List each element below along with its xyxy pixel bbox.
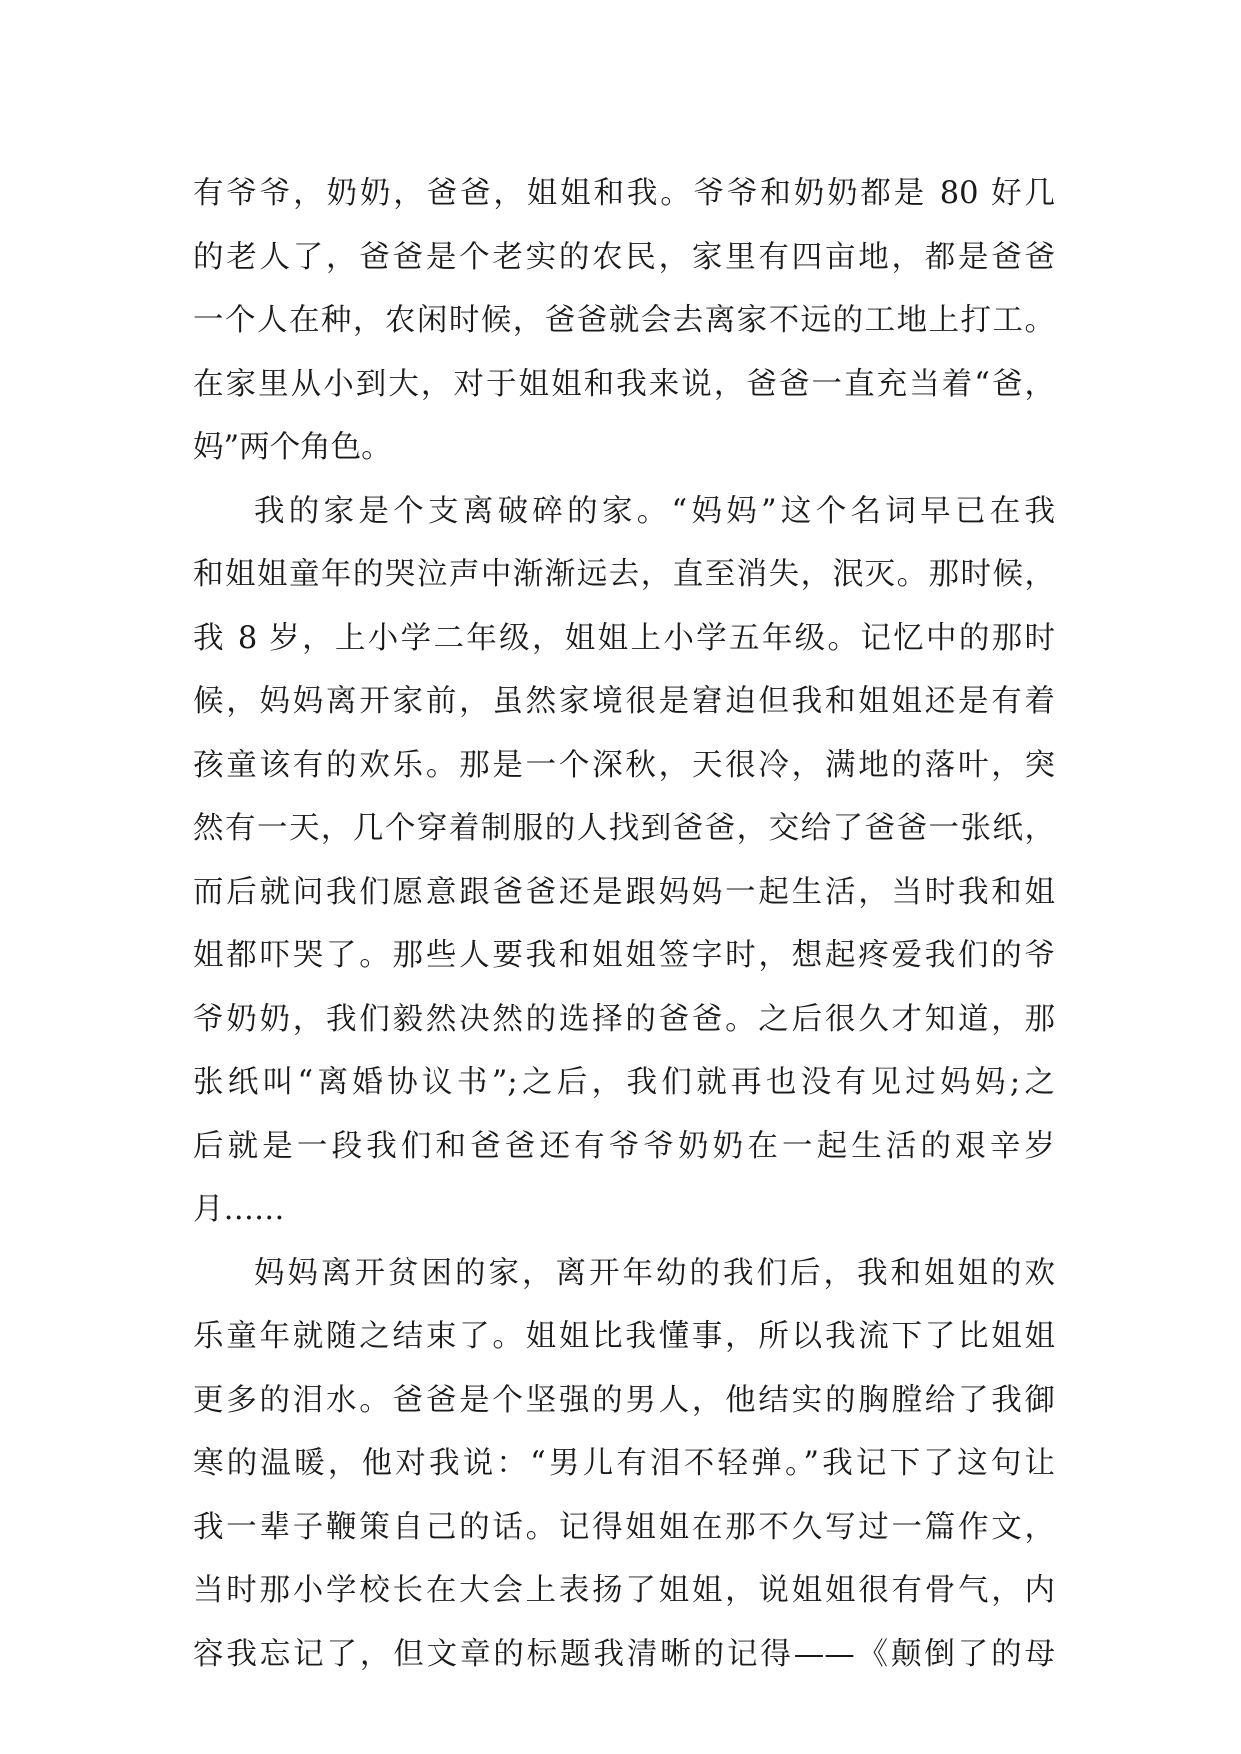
paragraph-3 <box>193 1242 1055 1687</box>
text-line: 我的家是个支离破碎的家。“妈妈”这个名词早已在我 <box>254 493 1055 529</box>
text-line: 容我忘记了，但文章的标题我清晰的记得——《颠倒了的母 <box>193 1636 1055 1672</box>
paragraph-2 <box>193 480 1055 1242</box>
text-line: 乐童年就随之结束了。姐姐比我懂事，所以我流下了比姐姐 <box>193 1319 1055 1354</box>
text-line: 当时那小学校长在大会上表扬了姐姐，说姐姐很有骨气，内 <box>193 1573 1055 1608</box>
text-line: 爷奶奶，我们毅然决然的选择的爸爸。之后很久才知道，那 <box>193 1001 1055 1037</box>
text-line: 寒的温暖，他对我说：“男儿有泪不轻弹。”我记下了这句让 <box>193 1446 1055 1481</box>
text-line: 姐都吓哭了。那些人要我和姐姐签字时，想起疼爱我们的爷 <box>193 938 1055 973</box>
document-body <box>193 162 1055 1686</box>
text-line: 我 8 岁，上小学二年级，姐姐上小学五年级。记忆中的那时 <box>193 620 1055 656</box>
text-line: 候，妈妈离开家前，虽然家境很是窘迫但我和姐姐还是有着 <box>193 684 1055 719</box>
text-line: 我一辈子鞭策自己的话。记得姐姐在那不久写过一篇作文， <box>193 1509 1055 1545</box>
text-line: 张纸叫“离婚协议书”;之后，我们就再也没有见过妈妈;之 <box>193 1065 1055 1100</box>
text-line: 一个人在种，农闲时候，爸爸就会去离家不远的工地上打工。 <box>193 303 1055 338</box>
text-line: 的老人了，爸爸是个老实的农民，家里有四亩地，都是爸爸 <box>193 239 1055 275</box>
text-line: 然有一天，几个穿着制服的人找到爸爸，交给了爸爸一张纸， <box>193 811 1055 846</box>
text-line: 有爷爷，奶奶，爸爸，姐姐和我。爷爷和奶奶都是 80 好几 <box>193 176 1055 211</box>
text-line: 而后就问我们愿意跟爸爸还是跟妈妈一起生活，当时我和姐 <box>193 874 1055 910</box>
text-line: 月…… <box>193 1192 285 1227</box>
text-line: 后就是一段我们和爸爸还有爷爷奶奶在一起生活的艰辛岁 <box>193 1128 1055 1164</box>
text-line: 孩童该有的欢乐。那是一个深秋，天很冷，满地的落叶，突 <box>193 747 1055 783</box>
text-line: 更多的泪水。爸爸是个坚强的男人，他结实的胸膛给了我御 <box>193 1382 1055 1418</box>
paragraph-1 <box>193 162 1055 480</box>
text-line: 在家里从小到大，对于姐姐和我来说，爸爸一直充当着“爸， <box>193 366 1055 402</box>
text-line: 和姐姐童年的哭泣声中渐渐远去，直至消失，泯灭。那时候， <box>193 557 1055 592</box>
text-line: 妈妈离开贫困的家，离开年幼的我们后，我和姐姐的欢 <box>254 1255 1055 1291</box>
text-line: 妈”两个角色。 <box>193 430 392 465</box>
